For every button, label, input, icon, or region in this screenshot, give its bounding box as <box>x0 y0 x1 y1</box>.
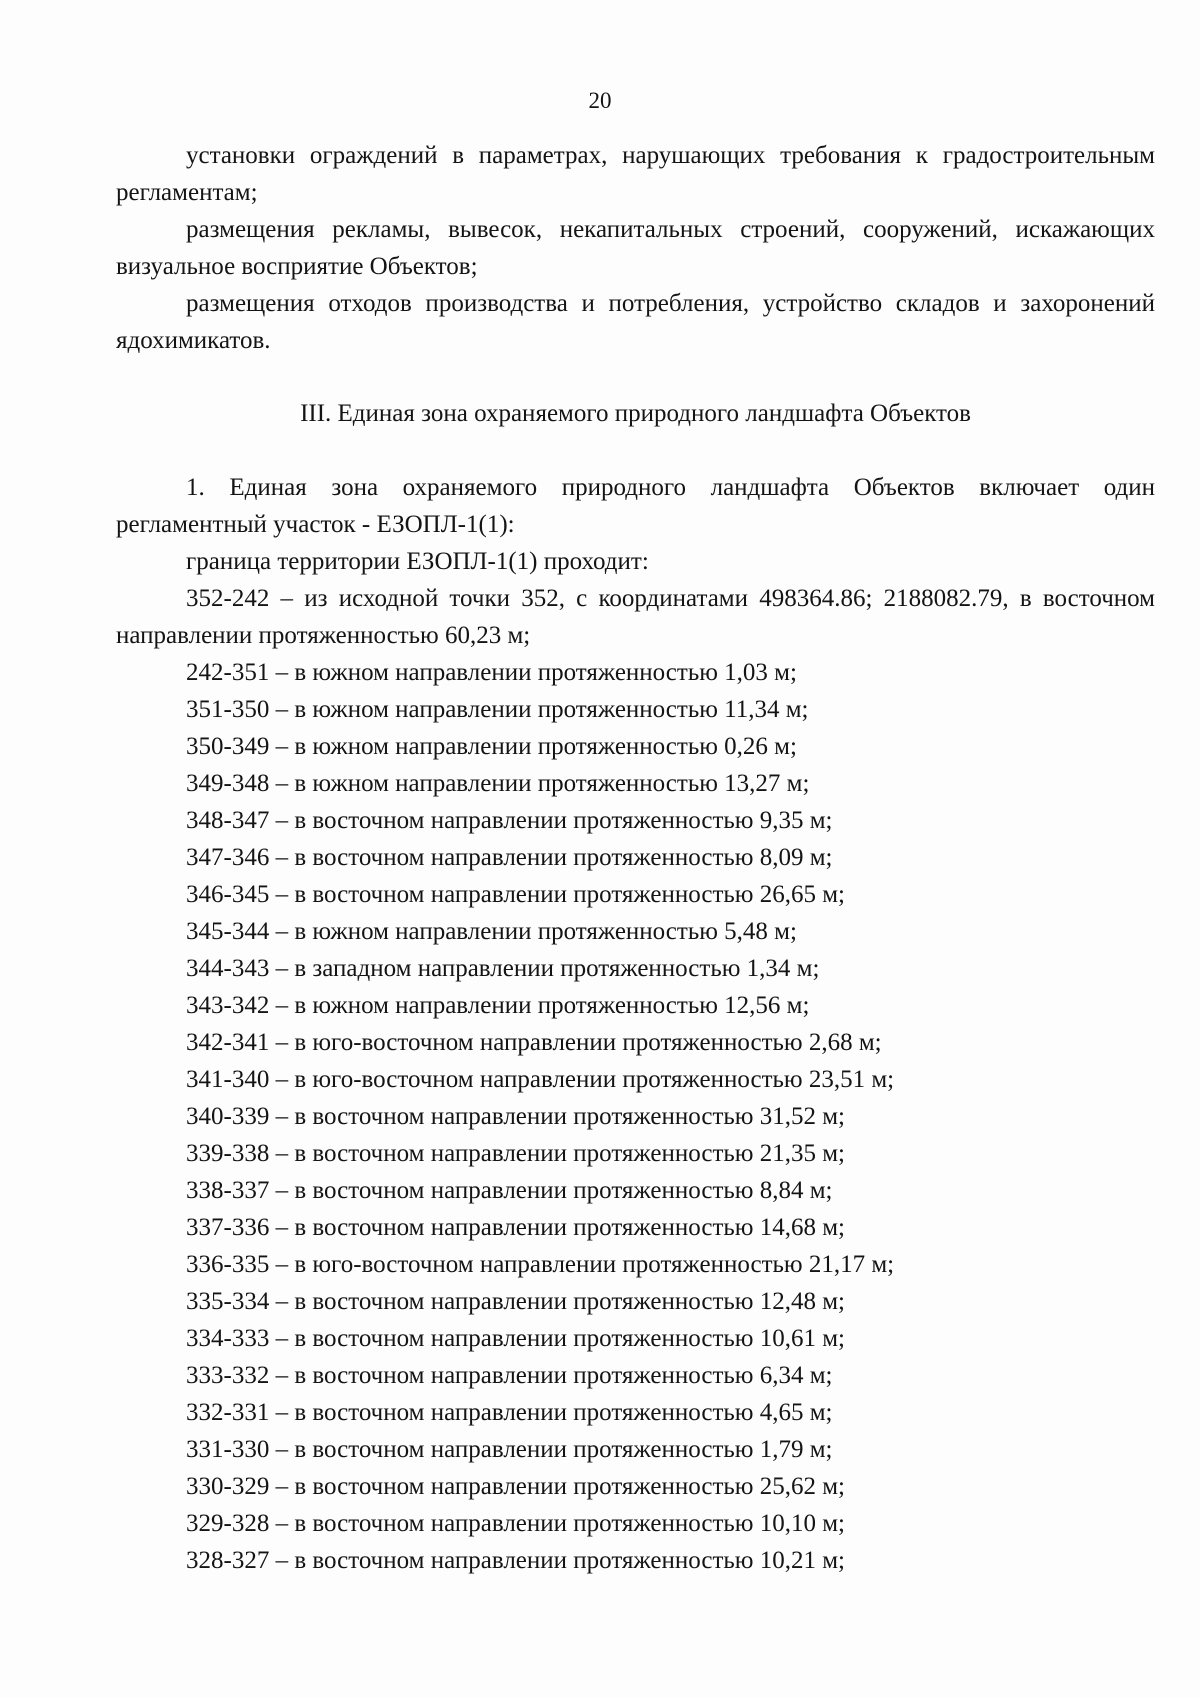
item-1-paragraph: 1. Единая зона охраняемого природного ландшафта Объектов включает один регламентный участок - ЕЗОПЛ-1(1): <box>116 474 1155 538</box>
page-number: 20 <box>588 88 612 113</box>
boundary-segment: 329-328 – в восточном направлении протяженностью 10,10 м; <box>186 1510 845 1537</box>
intro-paragraph-1: установки ограждений в параметрах, нарушающих требования к градостроительным регламентам; <box>116 142 1155 206</box>
boundary-segment: 242-351 – в южном направлении протяженностью 1,03 м; <box>186 659 797 686</box>
intro-paragraph-3: размещения отходов производства и потребления, устройство складов и захоронений ядохимикатов. <box>116 290 1155 354</box>
boundary-segment: 345-344 – в южном направлении протяженностью 5,48 м; <box>186 918 797 945</box>
boundary-segment: 338-337 – в восточном направлении протяженностью 8,84 м; <box>186 1177 833 1204</box>
boundary-segment: 333-332 – в восточном направлении протяженностью 6,34 м; <box>186 1362 833 1389</box>
boundary-segment: 335-334 – в восточном направлении протяженностью 12,48 м; <box>186 1288 845 1315</box>
boundary-segment: 343-342 – в южном направлении протяженностью 12,56 м; <box>186 992 810 1019</box>
boundary-segment: 332-331 – в восточном направлении протяженностью 4,65 м; <box>186 1399 833 1426</box>
boundary-segment: 341-340 – в юго-восточном направлении протяженностью 23,51 м; <box>186 1066 895 1093</box>
boundary-segment: 350-349 – в южном направлении протяженностью 0,26 м; <box>186 733 797 760</box>
boundary-segment: 334-333 – в восточном направлении протяженностью 10,61 м; <box>186 1325 845 1352</box>
boundary-segment: 328-327 – в восточном направлении протяженностью 10,21 м; <box>186 1547 845 1574</box>
boundary-segment: 331-330 – в восточном направлении протяженностью 1,79 м; <box>186 1436 833 1463</box>
boundary-segment: 348-347 – в восточном направлении протяженностью 9,35 м; <box>186 807 833 834</box>
boundary-segment: 344-343 – в западном направлении протяженностью 1,34 м; <box>186 955 820 982</box>
boundary-segment: 351-350 – в южном направлении протяженностью 11,34 м; <box>186 696 809 723</box>
document-body <box>116 137 1155 1579</box>
boundary-segment: 340-339 – в восточном направлении протяженностью 31,52 м; <box>186 1103 845 1130</box>
boundary-intro: граница территории ЕЗОПЛ-1(1) проходит: <box>186 548 649 575</box>
boundary-segment-list <box>116 654 1155 1579</box>
boundary-segment: 342-341 – в юго-восточном направлении протяженностью 2,68 м; <box>186 1029 882 1056</box>
boundary-segment: 349-348 – в южном направлении протяженностью 13,27 м; <box>186 770 810 797</box>
boundary-segment: 336-335 – в юго-восточном направлении протяженностью 21,17 м; <box>186 1251 895 1278</box>
intro-paragraph-2: размещения рекламы, вывесок, некапитальных строений, сооружений, искажающих визуальное восприятие Объектов; <box>116 216 1155 280</box>
boundary-segment: 339-338 – в восточном направлении протяженностью 21,35 м; <box>186 1140 845 1167</box>
boundary-segment: 330-329 – в восточном направлении протяженностью 25,62 м; <box>186 1473 845 1500</box>
boundary-segment: 337-336 – в восточном направлении протяженностью 14,68 м; <box>186 1214 845 1241</box>
boundary-segment: 347-346 – в восточном направлении протяженностью 8,09 м; <box>186 844 833 871</box>
first-boundary-segment: 352-242 – из исходной точки 352, с координатами 498364.86; 2188082.79, в восточном направлении протяженностью 60,23 м; <box>116 585 1155 649</box>
section-heading: III. Единая зона охраняемого природного ландшафта Объектов <box>300 400 971 427</box>
boundary-segment: 346-345 – в восточном направлении протяженностью 26,65 м; <box>186 881 845 908</box>
